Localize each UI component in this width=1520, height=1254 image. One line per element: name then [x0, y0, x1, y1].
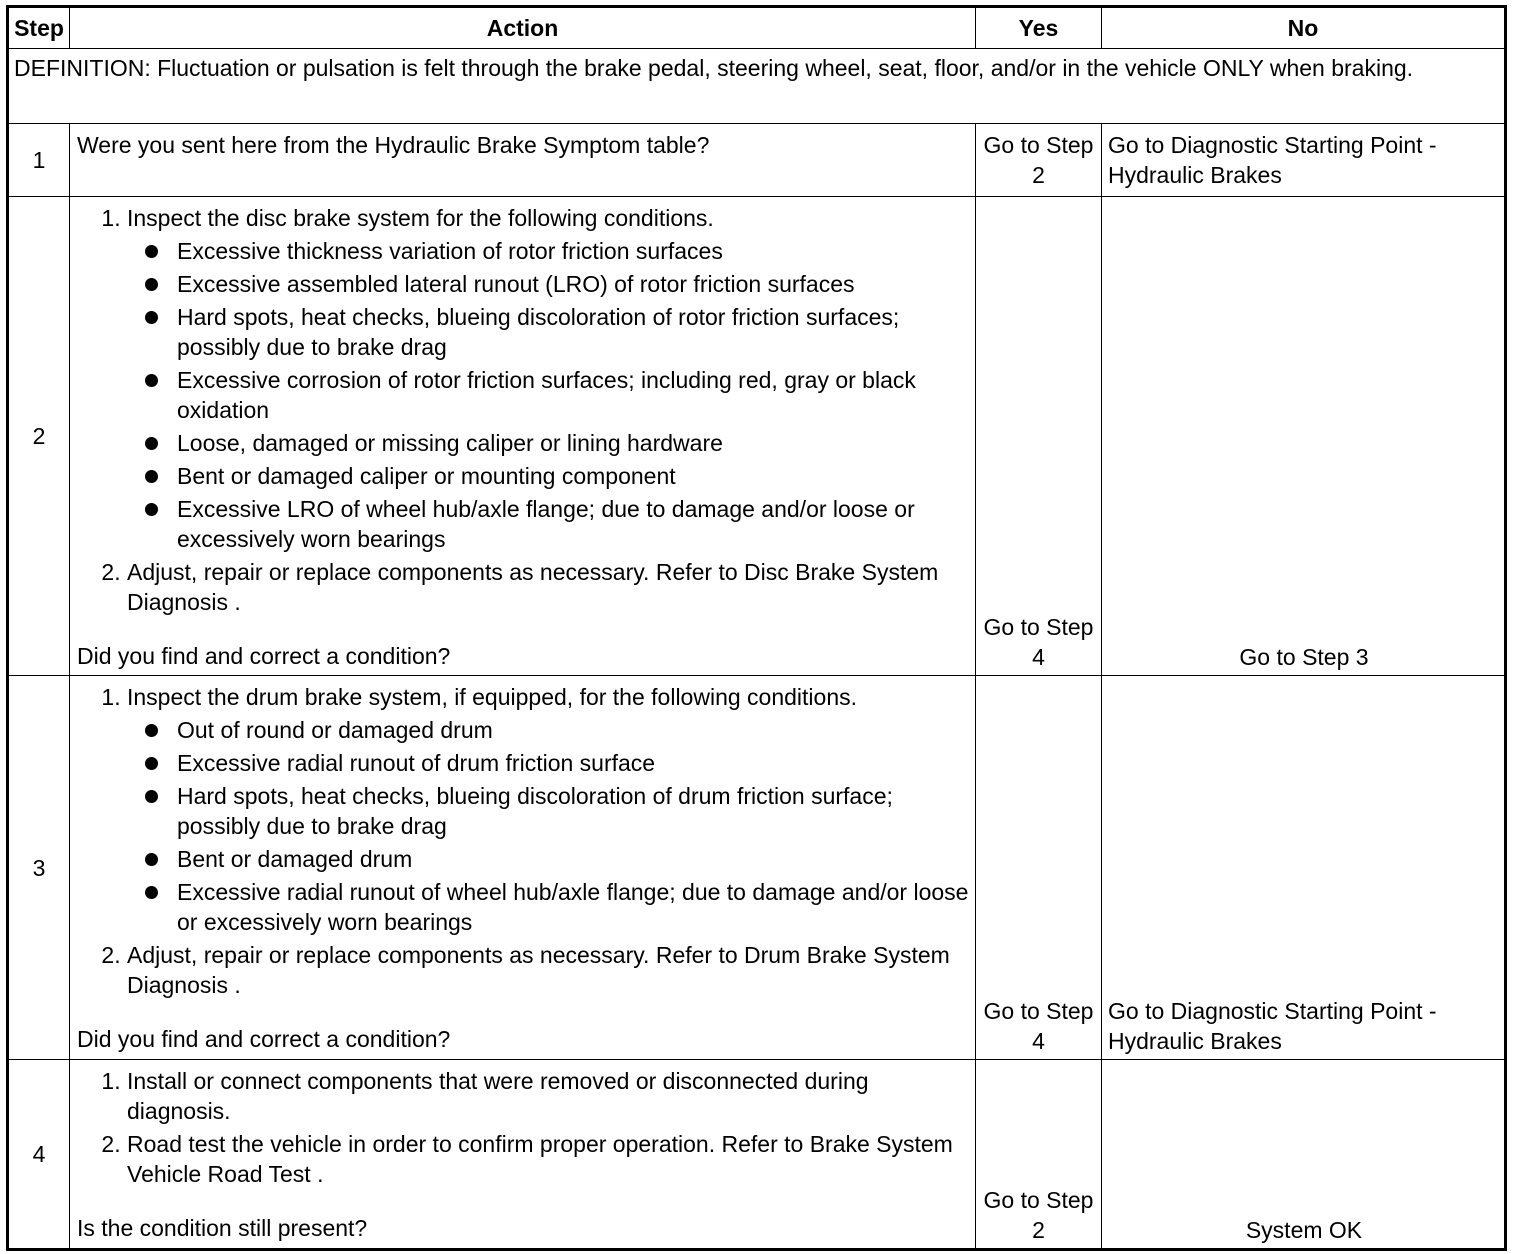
list-item: Bent or damaged drum: [177, 844, 969, 874]
header-step: Step: [8, 7, 70, 49]
no-result: Go to Diagnostic Starting Point - Hydraulic Brakes: [1102, 124, 1506, 197]
step-number: 3: [8, 676, 70, 1060]
list-item: Excessive corrosion of rotor friction surfaces; including red, gray or black oxidation: [177, 365, 969, 425]
action-cell: [70, 676, 976, 1060]
list-item: [127, 203, 969, 554]
list-item: Excessive radial runout of drum friction surface: [177, 748, 969, 778]
question-text: Did you find and correct a condition?: [77, 1026, 451, 1052]
step-number: 2: [8, 197, 70, 676]
action-list: [77, 203, 969, 617]
question-text: Is the condition still present?: [77, 1215, 368, 1241]
list-item: Excessive thickness variation of rotor friction surfaces: [177, 236, 969, 266]
action-cell: [70, 1060, 976, 1250]
action-text: Inspect the drum brake system, if equipped, for the following conditions.: [127, 684, 858, 710]
step-number: 4: [8, 1060, 70, 1250]
action-text: Inspect the disc brake system for the following conditions.: [127, 205, 714, 231]
action-cell: [70, 124, 976, 197]
yes-result: Go to Step 4: [976, 676, 1102, 1060]
header-action: Action: [70, 7, 976, 49]
condition-list: [127, 236, 969, 554]
question-text: Were you sent here from the Hydraulic Brake Symptom table?: [77, 132, 710, 158]
list-item: Hard spots, heat checks, blueing discoloration of rotor friction surfaces; possibly due to brake drag: [177, 302, 969, 362]
question-text: Did you find and correct a condition?: [77, 643, 451, 669]
list-item: [127, 557, 969, 617]
list-item: Bent or damaged caliper or mounting component: [177, 461, 969, 491]
list-item: [127, 682, 969, 937]
no-result: Go to Diagnostic Starting Point - Hydraulic Brakes: [1102, 676, 1506, 1060]
yes-result: Go to Step 4: [976, 197, 1102, 676]
diagnostic-table: [6, 5, 1507, 1251]
action-text: Adjust, repair or replace components as necessary. Refer to Disc Brake System Diagnosis .: [127, 559, 939, 615]
yes-result: Go to Step 2: [976, 1060, 1102, 1250]
table-row: [8, 124, 1506, 197]
list-item: Hard spots, heat checks, blueing discoloration of drum friction surface; possibly due to brake drag: [177, 781, 969, 841]
definition-row: [8, 49, 1506, 124]
action-list: [77, 682, 969, 1000]
action-list: [77, 1066, 969, 1189]
list-item: Excessive radial runout of wheel hub/axle flange; due to damage and/or loose or excessively worn bearings: [177, 879, 969, 935]
list-item: Out of round or damaged drum: [177, 715, 969, 745]
list-item: 2. Road test the vehicle in order to confirm proper operation. Refer to Brake System Vehicle Road Test .: [127, 1129, 969, 1189]
action-cell: [70, 197, 976, 676]
definition-text: DEFINITION: Fluctuation or pulsation is felt through the brake pedal, steering wheel, seat, floor, and/or in the vehicle ONLY when braking.: [8, 49, 1506, 124]
header-yes: Yes: [976, 7, 1102, 49]
list-item: [127, 940, 969, 1000]
no-result: Go to Step 3: [1102, 197, 1506, 676]
step-number: 1: [8, 124, 70, 197]
no-result: System OK: [1102, 1060, 1506, 1250]
condition-list: [127, 715, 969, 937]
table-row: [8, 676, 1506, 1060]
yes-result: Go to Step 2: [976, 124, 1102, 197]
header-row: [8, 7, 1506, 49]
action-text: Adjust, repair or replace components as necessary. Refer to Drum Brake System Diagnosis .: [127, 942, 950, 998]
table-row: [8, 1060, 1506, 1250]
table-row: [8, 197, 1506, 676]
header-no: No: [1102, 7, 1506, 49]
list-item: Excessive assembled lateral runout (LRO) of rotor friction surfaces: [177, 269, 969, 299]
list-item: Excessive LRO of wheel hub/axle flange; due to damage and/or loose or excessively worn bearings: [177, 494, 969, 554]
list-item: 1. Install or connect components that were removed or disconnected during diagnosis.: [127, 1066, 969, 1126]
list-item: Loose, damaged or missing caliper or lining hardware: [177, 428, 969, 458]
